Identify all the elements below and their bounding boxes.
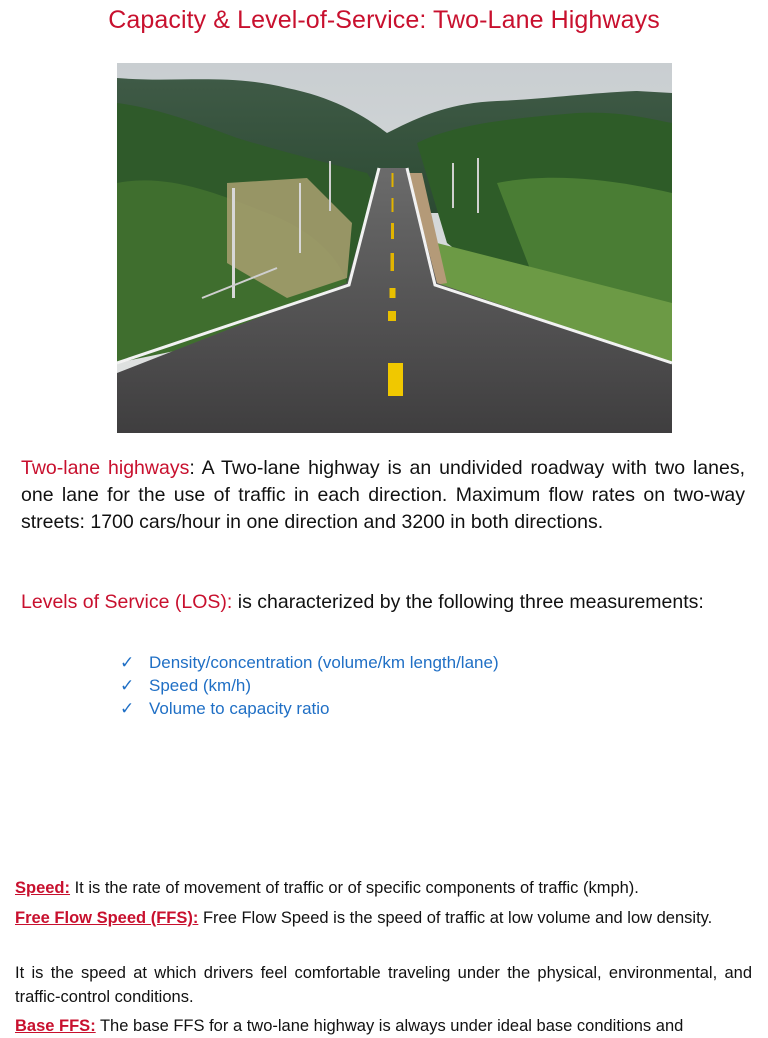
los-label: Levels of Service (LOS):	[21, 591, 233, 613]
list-item	[120, 697, 499, 720]
speed-definition	[15, 876, 752, 900]
ffs-label: Free Flow Speed (FFS):	[15, 909, 199, 927]
two-lane-text: : A Two-lane highway is an undivided roadway with two lanes, one lane for the use of traffic in each direction. Maximum flow rates on two-way streets: 1700 cars/hour in one direction and 3200 in both directions.	[21, 457, 745, 533]
check-icon: ✓	[120, 676, 135, 695]
list-item-text: Speed (km/h)	[149, 676, 252, 695]
base-ffs-text: The base FFS for a two-lane highway is always under ideal base conditions and	[95, 1017, 684, 1035]
speed-text: It is the rate of movement of traffic or of specific components of traffic (kmph).	[70, 879, 639, 897]
base-ffs-definition	[15, 1014, 752, 1038]
check-icon: ✓	[120, 653, 135, 672]
list-item	[120, 674, 499, 697]
ffs-text: Free Flow Speed is the speed of traffic at low volume and low density.	[198, 909, 713, 927]
los-paragraph	[21, 589, 745, 616]
two-lane-label: Two-lane highways	[21, 457, 190, 479]
page-title: Capacity & Level-of-Service: Two-Lane Highways	[108, 6, 660, 34]
ffs-definition	[15, 906, 752, 930]
speed-label: Speed:	[15, 879, 71, 897]
ffs-detail: It is the speed at which drivers feel comfortable traveling under the physical, environmental, and traffic-control conditions.	[15, 964, 752, 1006]
list-item-text: Density/concentration (volume/km length/lane)	[149, 653, 499, 672]
two-lane-paragraph	[21, 455, 745, 536]
highway-road-image	[117, 63, 672, 433]
measurement-list	[120, 651, 499, 720]
los-text: is characterized by the following three measurements:	[232, 591, 704, 613]
list-item	[120, 651, 499, 674]
list-item-text: Volume to capacity ratio	[149, 699, 330, 718]
check-icon: ✓	[120, 699, 135, 718]
base-ffs-label: Base FFS:	[15, 1017, 96, 1035]
highway-photo	[117, 63, 672, 433]
